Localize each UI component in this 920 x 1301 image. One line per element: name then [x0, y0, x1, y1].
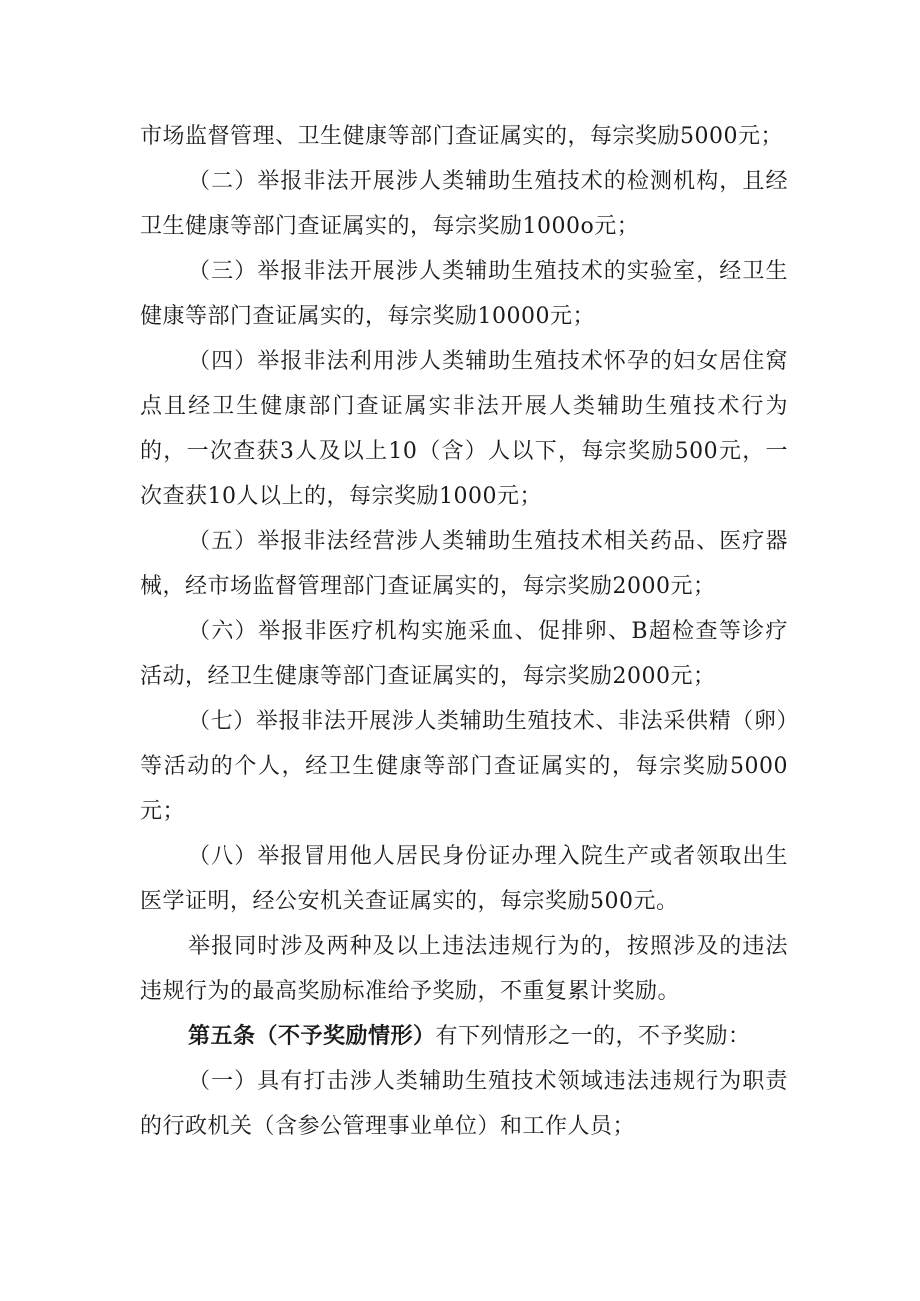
- paragraph-item-5: （五）举报非法经营涉人类辅助生殖技术相关药品、医疗器械，经市场监督管理部门查证属实的，每宗奖励2000元；: [140, 529, 788, 599]
- paragraph-item-6: （六）举报非医疗机构实施采血、促排卵、B超检查等诊疗活动，经卫生健康等部门查证属实的，每宗奖励2000元；: [140, 619, 788, 689]
- paragraph-item-2: （二）举报非法开展涉人类辅助生殖技术的检测机构，且经卫生健康等部门查证属实的，每宗奖励1000o元；: [140, 169, 788, 239]
- article-5-text: 有下列情形之一的，不予奖励：: [435, 1024, 751, 1049]
- paragraph-item-8: （八）举报冒用他人居民身份证办理入院生产或者领取出生医学证明，经公安机关查证属实的，每宗奖励500元。: [140, 844, 788, 914]
- document-body: [140, 114, 788, 1149]
- paragraph-item-3: （三）举报非法开展涉人类辅助生殖技术的实验室，经卫生健康等部门查证属实的，每宗奖励10000元；: [140, 259, 788, 329]
- paragraph-1-continued: 市场监督管理、卫生健康等部门查证属实的，每宗奖励5000元；: [140, 124, 783, 149]
- paragraph-combined-rule: 举报同时涉及两种及以上违法违规行为的，按照涉及的违法违规行为的最高奖励标准给予奖励，不重复累计奖励。: [140, 934, 788, 1004]
- paragraph-item-4: （四）举报非法利用涉人类辅助生殖技术怀孕的妇女居住窝点且经卫生健康部门查证属实非法开展人类辅助生殖技术行为的，一次查获3人及以上10（含）人以下，每宗奖励500元，一次查获10人以上的，每宗奖励1000元；: [140, 349, 788, 509]
- paragraph-item-7: （七）举报非法开展涉人类辅助生殖技术、非法采供精（卵）等活动的个人，经卫生健康等部门查证属实的，每宗奖励5000元；: [140, 709, 788, 824]
- article-5: [140, 1014, 788, 1059]
- article-5-heading: 第五条（不予奖励情形）: [188, 1023, 436, 1049]
- paragraph-exclusion-1: （一）具有打击涉人类辅助生殖技术领域违法违规行为职责的行政机关（含参公管理事业单位）和工作人员；: [140, 1069, 788, 1139]
